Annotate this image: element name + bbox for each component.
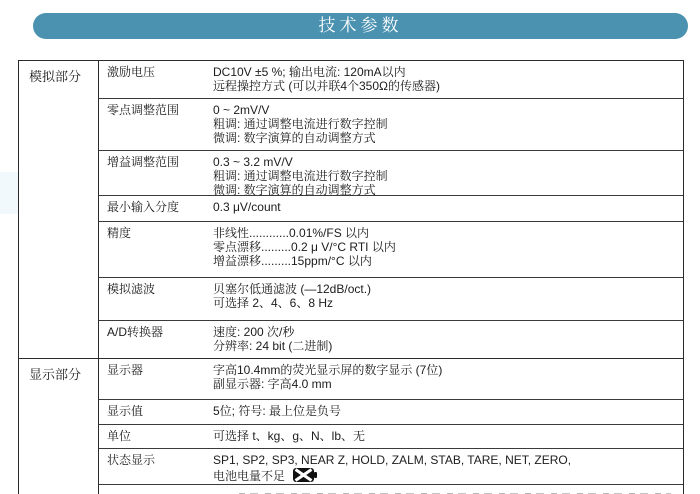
spec-label: 模拟滤波 xyxy=(107,282,156,296)
spec-value xyxy=(213,429,683,448)
spec-value-line: 贝塞尔低通滤波 (—12dB/oct.) xyxy=(213,282,372,296)
spec-value-line: 非线性............0.01%/FS 以内 xyxy=(213,226,370,240)
spec-row xyxy=(99,99,683,151)
section-1 xyxy=(19,61,683,359)
spec-row xyxy=(99,222,683,278)
spec-value xyxy=(213,363,683,399)
spec-table xyxy=(18,60,684,494)
spec-value xyxy=(213,103,683,150)
spec-value xyxy=(213,453,683,484)
spec-row xyxy=(99,196,683,222)
spec-value-line: 5位; 符号: 最上位是负号 xyxy=(213,404,342,418)
spec-row xyxy=(99,359,683,400)
spec-label: 状态显示 xyxy=(107,453,156,467)
spec-value-line: 0 ~ 2mV/V xyxy=(213,103,270,117)
spec-value-line: 粗调: 通过调整电流进行数字控制 xyxy=(213,117,388,131)
section-2 xyxy=(19,359,683,494)
section-label: 显示部分 xyxy=(19,359,99,494)
spec-value xyxy=(213,325,683,358)
spec-value xyxy=(213,200,683,221)
spec-value-line: 可选择 t、kg、g、N、lb、无 xyxy=(213,429,366,443)
battery-low-crossed-icon xyxy=(293,467,317,483)
page-title: 技术参数 xyxy=(33,13,688,39)
spec-value-line: 粗调: 通过调整电流进行数字控制 xyxy=(213,169,388,183)
spec-label: 显示器 xyxy=(107,363,144,377)
spec-row xyxy=(99,278,683,321)
spec-value-line: SP1, SP2, SP3, NEAR Z, HOLD, ZALM, STAB, TARE, NET, ZERO, xyxy=(213,453,572,467)
spec-value-line: 可选择 2、4、6、8 Hz xyxy=(213,296,334,310)
section-label: 模拟部分 xyxy=(19,61,99,358)
spec-value-line: 字高10.4mm的荧光显示屏的数字显示 (7位) xyxy=(213,363,443,377)
spec-row xyxy=(99,61,683,99)
spec-value xyxy=(213,282,683,320)
spec-label: 最小输入分度 xyxy=(107,200,180,214)
spec-value-line: 0.3 ~ 3.2 mV/V xyxy=(213,155,293,169)
spec-label: 显示值 xyxy=(107,404,144,418)
spec-row xyxy=(99,425,683,449)
spec-row xyxy=(99,321,683,358)
spec-label: 激励电压 xyxy=(107,65,156,79)
spec-value-line: 零点漂移.........0.2 μ V/°C RTI 以内 xyxy=(213,240,396,254)
spec-value-line: 0.3 μV/count xyxy=(213,200,281,214)
spec-value-line: 微调: 数字演算的自动调整方式 xyxy=(213,131,376,145)
spec-value xyxy=(213,404,683,424)
spec-row-clipped xyxy=(99,485,683,494)
spec-row xyxy=(99,151,683,196)
spec-value xyxy=(213,226,683,277)
spec-value xyxy=(213,155,683,195)
spec-value xyxy=(213,65,683,98)
spec-label: 零点调整范围 xyxy=(107,103,180,117)
spec-label: 单位 xyxy=(107,429,132,443)
spec-value-line: 微调: 数字演算的自动调整方式 xyxy=(213,183,376,196)
spec-value-line: 副显示器: 字高4.0 mm xyxy=(213,377,332,391)
spec-value-line: 远程操控方式 (可以并联4个350Ω的传感器) xyxy=(213,79,440,93)
spec-label: A/D转换器 xyxy=(107,325,164,339)
spec-value-line: DC10V ±5 %; 输出电流: 120mA以内 xyxy=(213,65,406,79)
spec-row xyxy=(99,400,683,425)
spec-label: 增益调整范围 xyxy=(107,155,180,169)
spec-label: 精度 xyxy=(107,226,132,240)
spec-row xyxy=(99,449,683,485)
spec-value-line: 增益漂移.........15ppm/°C 以内 xyxy=(213,254,372,268)
spec-value-line: 电池电量不足 xyxy=(213,467,683,483)
spec-value-line: 速度: 200 次/秒 xyxy=(213,325,295,339)
spec-value-line: 分辨率: 24 bit (二进制) xyxy=(213,339,333,353)
